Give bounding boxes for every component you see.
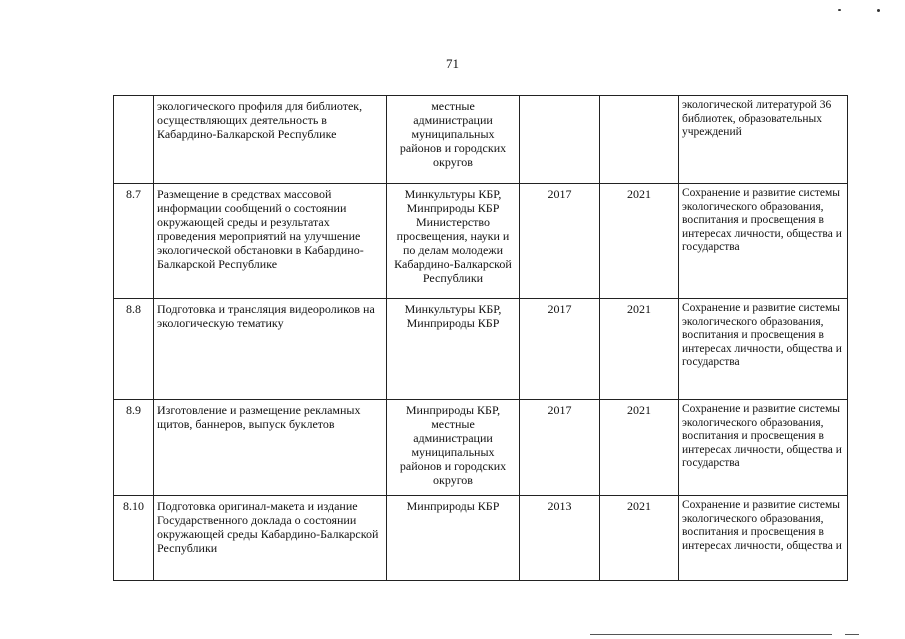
table-row [114, 496, 848, 581]
expected-result: экологической литературой 36 библиотек, образовательных учреждений [679, 96, 848, 184]
scan-speck [877, 9, 880, 12]
year-start: 2017 [520, 299, 600, 400]
year-start: 2013 [520, 496, 600, 581]
year-start [520, 96, 600, 184]
measure-name: Изготовление и размещение рекламных щитов, баннеров, выпуск буклетов [154, 400, 387, 496]
footer-line [845, 634, 859, 635]
measure-name: Размещение в средствах массовой информации сообщений о состоянии окружающей среды и результатах проведения мероприятий на улучшение экологической обстановки в Кабардино-Балкарской Республике [154, 184, 387, 299]
measure-name: Подготовка и трансляция видеороликов на экологическую тематику [154, 299, 387, 400]
executor: Минприроды КБР [387, 496, 520, 581]
year-end [600, 96, 679, 184]
year-start: 2017 [520, 400, 600, 496]
footer-line [590, 634, 832, 635]
year-end: 2021 [600, 299, 679, 400]
executor: Минприроды КБР, местные администрации муниципальных районов и городских округов [387, 400, 520, 496]
expected-result: Сохранение и развитие системы экологического образования, воспитания и просвещения в интересах личности, общества и государства [679, 184, 848, 299]
row-number: 8.9 [114, 400, 154, 496]
page-number: 71 [446, 56, 459, 71]
executor: местные администрации муниципальных районов и городских округов [387, 96, 520, 184]
row-number [114, 96, 154, 184]
expected-result: Сохранение и развитие системы экологического образования, воспитания и просвещения в интересах личности, общества и государства [679, 299, 848, 400]
year-end: 2021 [600, 400, 679, 496]
measures-table [113, 95, 848, 581]
table-row [114, 400, 848, 496]
expected-result: Сохранение и развитие системы экологического образования, воспитания и просвещения в интересах личности, общества и [679, 496, 848, 581]
scan-speck [838, 9, 841, 11]
executor: Минкультуры КБР, Минприроды КБР Министерство просвещения, науки и по делам молодежи Кабардино-Балкарской Республики [387, 184, 520, 299]
table-row [114, 184, 848, 299]
expected-result: Сохранение и развитие системы экологического образования, воспитания и просвещения в интересах личности, общества и государства [679, 400, 848, 496]
table-row [114, 299, 848, 400]
year-end: 2021 [600, 184, 679, 299]
table-row [114, 96, 848, 184]
row-number: 8.10 [114, 496, 154, 581]
row-number: 8.7 [114, 184, 154, 299]
measure-name: Подготовка оригинал-макета и издание Государственного доклада о состоянии окружающей среды Кабардино-Балкарской Республики [154, 496, 387, 581]
year-start: 2017 [520, 184, 600, 299]
executor: Минкультуры КБР, Минприроды КБР [387, 299, 520, 400]
measure-name: экологического профиля для библиотек, осуществляющих деятельность в Кабардино-Балкарской Республике [154, 96, 387, 184]
year-end: 2021 [600, 496, 679, 581]
row-number: 8.8 [114, 299, 154, 400]
